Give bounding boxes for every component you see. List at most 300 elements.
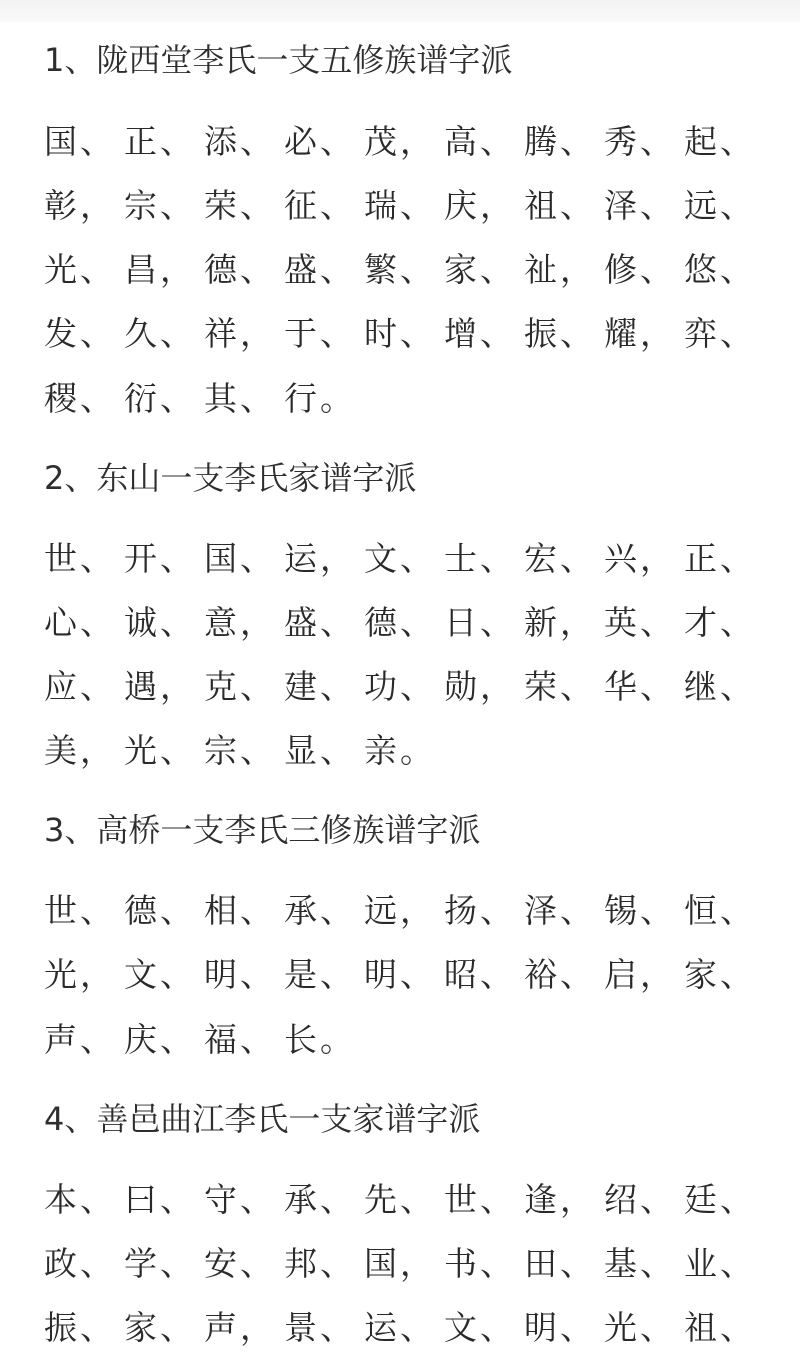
generation-character (684, 120, 764, 164)
generation-character (524, 120, 604, 164)
character-row (44, 729, 800, 773)
punctuation: 、 (400, 1180, 433, 1219)
character: 增 (444, 314, 477, 353)
punctuation: 、 (240, 250, 273, 289)
generation-character (604, 120, 684, 164)
character-row (44, 537, 800, 581)
character-row (44, 184, 800, 228)
generation-character (604, 248, 684, 292)
character: 世 (444, 1180, 477, 1219)
punctuation: 、 (640, 891, 673, 930)
punctuation: 、 (320, 122, 353, 161)
generation-character (364, 1178, 444, 1222)
character: 发 (44, 314, 77, 353)
punctuation: 、 (240, 379, 273, 418)
punctuation: 、 (400, 667, 433, 706)
generation-character (524, 953, 604, 997)
generation-character (364, 889, 444, 933)
generation-character (44, 312, 124, 356)
character-row (44, 953, 800, 997)
generation-character (604, 312, 684, 356)
punctuation: 、 (160, 1308, 193, 1347)
generation-character (284, 537, 364, 581)
character: 克 (204, 667, 237, 706)
punctuation: 、 (80, 122, 113, 161)
punctuation: 、 (560, 955, 593, 994)
character: 庆 (444, 186, 477, 225)
generation-character (124, 377, 204, 421)
generation-character (364, 1242, 444, 1286)
punctuation: 。 (320, 1020, 353, 1059)
character: 国 (44, 122, 77, 161)
punctuation: 、 (240, 891, 273, 930)
generation-character (524, 537, 604, 581)
punctuation: 、 (480, 250, 513, 289)
generation-character (204, 1306, 284, 1350)
generation-character (444, 1306, 524, 1350)
punctuation: ， (160, 667, 193, 706)
generation-character (124, 248, 204, 292)
character: 业 (684, 1244, 717, 1283)
punctuation: ， (320, 539, 353, 578)
punctuation: 、 (480, 314, 513, 353)
punctuation: 、 (160, 1244, 193, 1283)
generation-character (524, 601, 604, 645)
punctuation: ， (240, 603, 273, 642)
character: 起 (684, 122, 717, 161)
generation-character (124, 665, 204, 709)
character: 光 (124, 731, 157, 770)
generation-character (524, 1306, 604, 1350)
punctuation: 、 (720, 1244, 753, 1283)
punctuation: 、 (160, 314, 193, 353)
generation-character (204, 889, 284, 933)
character: 修 (604, 250, 637, 289)
character: 正 (124, 122, 157, 161)
character: 宏 (524, 539, 557, 578)
generation-character (444, 537, 524, 581)
generation-character (364, 729, 444, 773)
character: 祉 (524, 250, 557, 289)
character-row (44, 312, 800, 356)
character: 运 (284, 539, 317, 578)
punctuation: ， (400, 122, 433, 161)
punctuation: 、 (640, 186, 673, 225)
punctuation: ， (560, 250, 593, 289)
character: 茂 (364, 122, 397, 161)
character: 逢 (524, 1180, 557, 1219)
character-row (44, 889, 800, 933)
generation-character (364, 312, 444, 356)
punctuation: 、 (160, 1180, 193, 1219)
generation-character (44, 665, 124, 709)
generation-character (524, 1242, 604, 1286)
punctuation: 、 (560, 539, 593, 578)
generation-character (284, 729, 364, 773)
punctuation: 、 (480, 1308, 513, 1347)
generation-character (204, 1018, 284, 1062)
generation-character (364, 184, 444, 228)
character: 日 (444, 603, 477, 642)
punctuation: 、 (640, 1180, 673, 1219)
character: 兴 (604, 539, 637, 578)
character: 书 (444, 1244, 477, 1283)
punctuation: 、 (480, 1244, 513, 1283)
generation-character (204, 665, 284, 709)
punctuation: ， (240, 1308, 273, 1347)
character: 明 (524, 1308, 557, 1347)
character: 承 (284, 891, 317, 930)
punctuation: 、 (400, 314, 433, 353)
generation-character (124, 1178, 204, 1222)
generation-character (444, 184, 524, 228)
generation-character (44, 1242, 124, 1286)
punctuation: 、 (80, 667, 113, 706)
character: 瑞 (364, 186, 397, 225)
punctuation: 。 (320, 379, 353, 418)
punctuation: 、 (640, 603, 673, 642)
character: 衍 (124, 379, 157, 418)
character: 基 (604, 1244, 637, 1283)
generation-character (124, 953, 204, 997)
punctuation: 、 (160, 891, 193, 930)
punctuation: 、 (240, 539, 273, 578)
character: 泽 (524, 891, 557, 930)
character: 勋 (444, 667, 477, 706)
character: 必 (284, 122, 317, 161)
generation-character (284, 601, 364, 645)
generation-character (284, 120, 364, 164)
generation-character (284, 184, 364, 228)
generation-character (204, 537, 284, 581)
character: 泽 (604, 186, 637, 225)
character: 德 (124, 891, 157, 930)
punctuation: 、 (640, 250, 673, 289)
generation-character (444, 1178, 524, 1222)
character: 祖 (684, 1308, 717, 1347)
punctuation: ， (480, 186, 513, 225)
generation-character (284, 312, 364, 356)
punctuation: 、 (480, 122, 513, 161)
generation-character (684, 1242, 764, 1286)
character: 华 (604, 667, 637, 706)
punctuation: 。 (400, 731, 433, 770)
punctuation: 、 (240, 1020, 273, 1059)
character: 德 (364, 603, 397, 642)
character: 庆 (124, 1020, 157, 1059)
section-heading: 3、高桥一支李氏三修族谱字派 (44, 811, 481, 849)
section-heading: 1、陇西堂李氏一支五修族谱字派 (44, 41, 513, 79)
generation-character (124, 1242, 204, 1286)
punctuation: 、 (480, 1180, 513, 1219)
character-row (44, 1306, 800, 1350)
character: 盛 (284, 603, 317, 642)
punctuation: 、 (720, 891, 753, 930)
generation-character (284, 1306, 364, 1350)
character: 秀 (604, 122, 637, 161)
character: 文 (124, 955, 157, 994)
generation-character (604, 1242, 684, 1286)
character: 时 (364, 314, 397, 353)
character: 开 (124, 539, 157, 578)
character: 远 (684, 186, 717, 225)
punctuation: 、 (400, 1308, 433, 1347)
generation-character (364, 665, 444, 709)
character: 祖 (524, 186, 557, 225)
generation-character (444, 1242, 524, 1286)
generation-character (284, 665, 364, 709)
punctuation: 、 (720, 603, 753, 642)
punctuation: 、 (560, 314, 593, 353)
generation-character (204, 1242, 284, 1286)
generation-character (44, 120, 124, 164)
punctuation: 、 (80, 1180, 113, 1219)
generation-character (604, 889, 684, 933)
character: 建 (284, 667, 317, 706)
character: 耀 (604, 314, 637, 353)
character: 福 (204, 1020, 237, 1059)
punctuation: ， (640, 539, 673, 578)
character: 裕 (524, 955, 557, 994)
character: 新 (524, 603, 557, 642)
punctuation: 、 (480, 539, 513, 578)
punctuation: 、 (80, 1020, 113, 1059)
generation-character (124, 120, 204, 164)
character: 国 (204, 539, 237, 578)
character: 景 (284, 1308, 317, 1347)
character: 守 (204, 1180, 237, 1219)
punctuation: 、 (400, 186, 433, 225)
punctuation: 、 (160, 1020, 193, 1059)
generation-character (284, 1242, 364, 1286)
punctuation: 、 (640, 1308, 673, 1347)
generation-character (524, 665, 604, 709)
character: 昌 (124, 250, 157, 289)
character: 文 (444, 1308, 477, 1347)
punctuation: 、 (400, 250, 433, 289)
generation-character (44, 953, 124, 997)
generation-character (604, 537, 684, 581)
character: 久 (124, 314, 157, 353)
generation-character (604, 953, 684, 997)
generation-character (44, 537, 124, 581)
generation-character (684, 665, 764, 709)
character: 腾 (524, 122, 557, 161)
generation-character (524, 184, 604, 228)
character: 士 (444, 539, 477, 578)
character: 荣 (524, 667, 557, 706)
character: 功 (364, 667, 397, 706)
punctuation: ， (560, 603, 593, 642)
character: 锡 (604, 891, 637, 930)
punctuation: 、 (560, 667, 593, 706)
punctuation: 、 (480, 603, 513, 642)
character: 光 (44, 250, 77, 289)
character: 承 (284, 1180, 317, 1219)
punctuation: 、 (640, 1244, 673, 1283)
character: 运 (364, 1308, 397, 1347)
character: 恒 (684, 891, 717, 930)
punctuation: ， (160, 250, 193, 289)
character: 显 (284, 731, 317, 770)
character-row (44, 120, 800, 164)
character: 继 (684, 667, 717, 706)
punctuation: 、 (160, 186, 193, 225)
character: 稷 (44, 379, 77, 418)
character: 邦 (284, 1244, 317, 1283)
punctuation: 、 (320, 314, 353, 353)
character-row (44, 248, 800, 292)
character: 正 (684, 539, 717, 578)
character: 国 (364, 1244, 397, 1283)
generation-character (204, 953, 284, 997)
punctuation: 、 (560, 186, 593, 225)
punctuation: 、 (560, 1244, 593, 1283)
generation-character (204, 729, 284, 773)
generation-character (284, 1178, 364, 1222)
punctuation: 、 (80, 603, 113, 642)
character: 文 (364, 539, 397, 578)
character: 先 (364, 1180, 397, 1219)
generation-character (684, 537, 764, 581)
punctuation: 、 (240, 1180, 273, 1219)
punctuation: 、 (400, 955, 433, 994)
punctuation: 、 (160, 122, 193, 161)
character: 廷 (684, 1180, 717, 1219)
top-band (0, 0, 800, 22)
punctuation: 、 (720, 955, 753, 994)
character: 彰 (44, 186, 77, 225)
generation-character (44, 1018, 124, 1062)
character: 绍 (604, 1180, 637, 1219)
generation-character (44, 184, 124, 228)
punctuation: 、 (560, 891, 593, 930)
character-row (44, 1242, 800, 1286)
generation-character (524, 1178, 604, 1222)
character: 遇 (124, 667, 157, 706)
generation-character (284, 953, 364, 997)
punctuation: ， (80, 955, 113, 994)
generation-character (444, 665, 524, 709)
generation-character (44, 1306, 124, 1350)
generation-character (444, 120, 524, 164)
punctuation: 、 (720, 1308, 753, 1347)
punctuation: 、 (640, 667, 673, 706)
generation-character (44, 601, 124, 645)
character: 光 (44, 955, 77, 994)
generation-character (684, 1306, 764, 1350)
generation-character (364, 248, 444, 292)
generation-character (124, 1306, 204, 1350)
punctuation: 、 (160, 539, 193, 578)
punctuation: 、 (480, 891, 513, 930)
punctuation: 、 (320, 1308, 353, 1347)
generation-character (364, 1306, 444, 1350)
punctuation: 、 (320, 250, 353, 289)
punctuation: 、 (320, 955, 353, 994)
generation-character (444, 889, 524, 933)
punctuation: 、 (80, 1308, 113, 1347)
character: 光 (604, 1308, 637, 1347)
punctuation: 、 (240, 122, 273, 161)
generation-character (444, 248, 524, 292)
generation-character (204, 1178, 284, 1222)
punctuation: 、 (320, 1180, 353, 1219)
generation-character (44, 1178, 124, 1222)
character: 振 (524, 314, 557, 353)
character-row (44, 1178, 800, 1222)
generation-character (284, 889, 364, 933)
character: 政 (44, 1244, 77, 1283)
punctuation: 、 (720, 122, 753, 161)
punctuation: 、 (400, 539, 433, 578)
character-row (44, 377, 800, 421)
character: 荣 (204, 186, 237, 225)
punctuation: 、 (400, 603, 433, 642)
character: 启 (604, 955, 637, 994)
punctuation: 、 (80, 539, 113, 578)
character: 心 (44, 603, 77, 642)
generation-character (284, 377, 364, 421)
punctuation: 、 (160, 379, 193, 418)
punctuation: ， (640, 314, 673, 353)
punctuation: 、 (320, 1244, 353, 1283)
character: 悠 (684, 250, 717, 289)
character-row (44, 1018, 800, 1062)
character: 本 (44, 1180, 77, 1219)
punctuation: 、 (240, 1244, 273, 1283)
generation-character (204, 312, 284, 356)
character: 家 (684, 955, 717, 994)
generation-character (204, 120, 284, 164)
generation-character (44, 729, 124, 773)
generation-character (284, 1018, 364, 1062)
character: 添 (204, 122, 237, 161)
character: 明 (364, 955, 397, 994)
character: 振 (44, 1308, 77, 1347)
character: 宗 (124, 186, 157, 225)
generation-character (444, 312, 524, 356)
character: 英 (604, 603, 637, 642)
punctuation: 、 (240, 667, 273, 706)
generation-character (684, 184, 764, 228)
generation-character (364, 953, 444, 997)
character: 远 (364, 891, 397, 930)
generation-character (44, 889, 124, 933)
character: 诚 (124, 603, 157, 642)
punctuation: 、 (560, 122, 593, 161)
generation-character (204, 184, 284, 228)
character: 声 (204, 1308, 237, 1347)
punctuation: 、 (720, 1180, 753, 1219)
generation-character (124, 889, 204, 933)
generation-character (124, 184, 204, 228)
character: 亲 (364, 731, 397, 770)
character: 曰 (124, 1180, 157, 1219)
punctuation: 、 (720, 667, 753, 706)
generation-character (124, 312, 204, 356)
character: 意 (204, 603, 237, 642)
character: 盛 (284, 250, 317, 289)
punctuation: 、 (80, 379, 113, 418)
character: 田 (524, 1244, 557, 1283)
generation-character (444, 601, 524, 645)
generation-character (284, 248, 364, 292)
generation-character (44, 248, 124, 292)
punctuation: 、 (720, 186, 753, 225)
section-heading: 4、善邑曲江李氏一支家谱字派 (44, 1100, 481, 1138)
punctuation: 、 (640, 122, 673, 161)
